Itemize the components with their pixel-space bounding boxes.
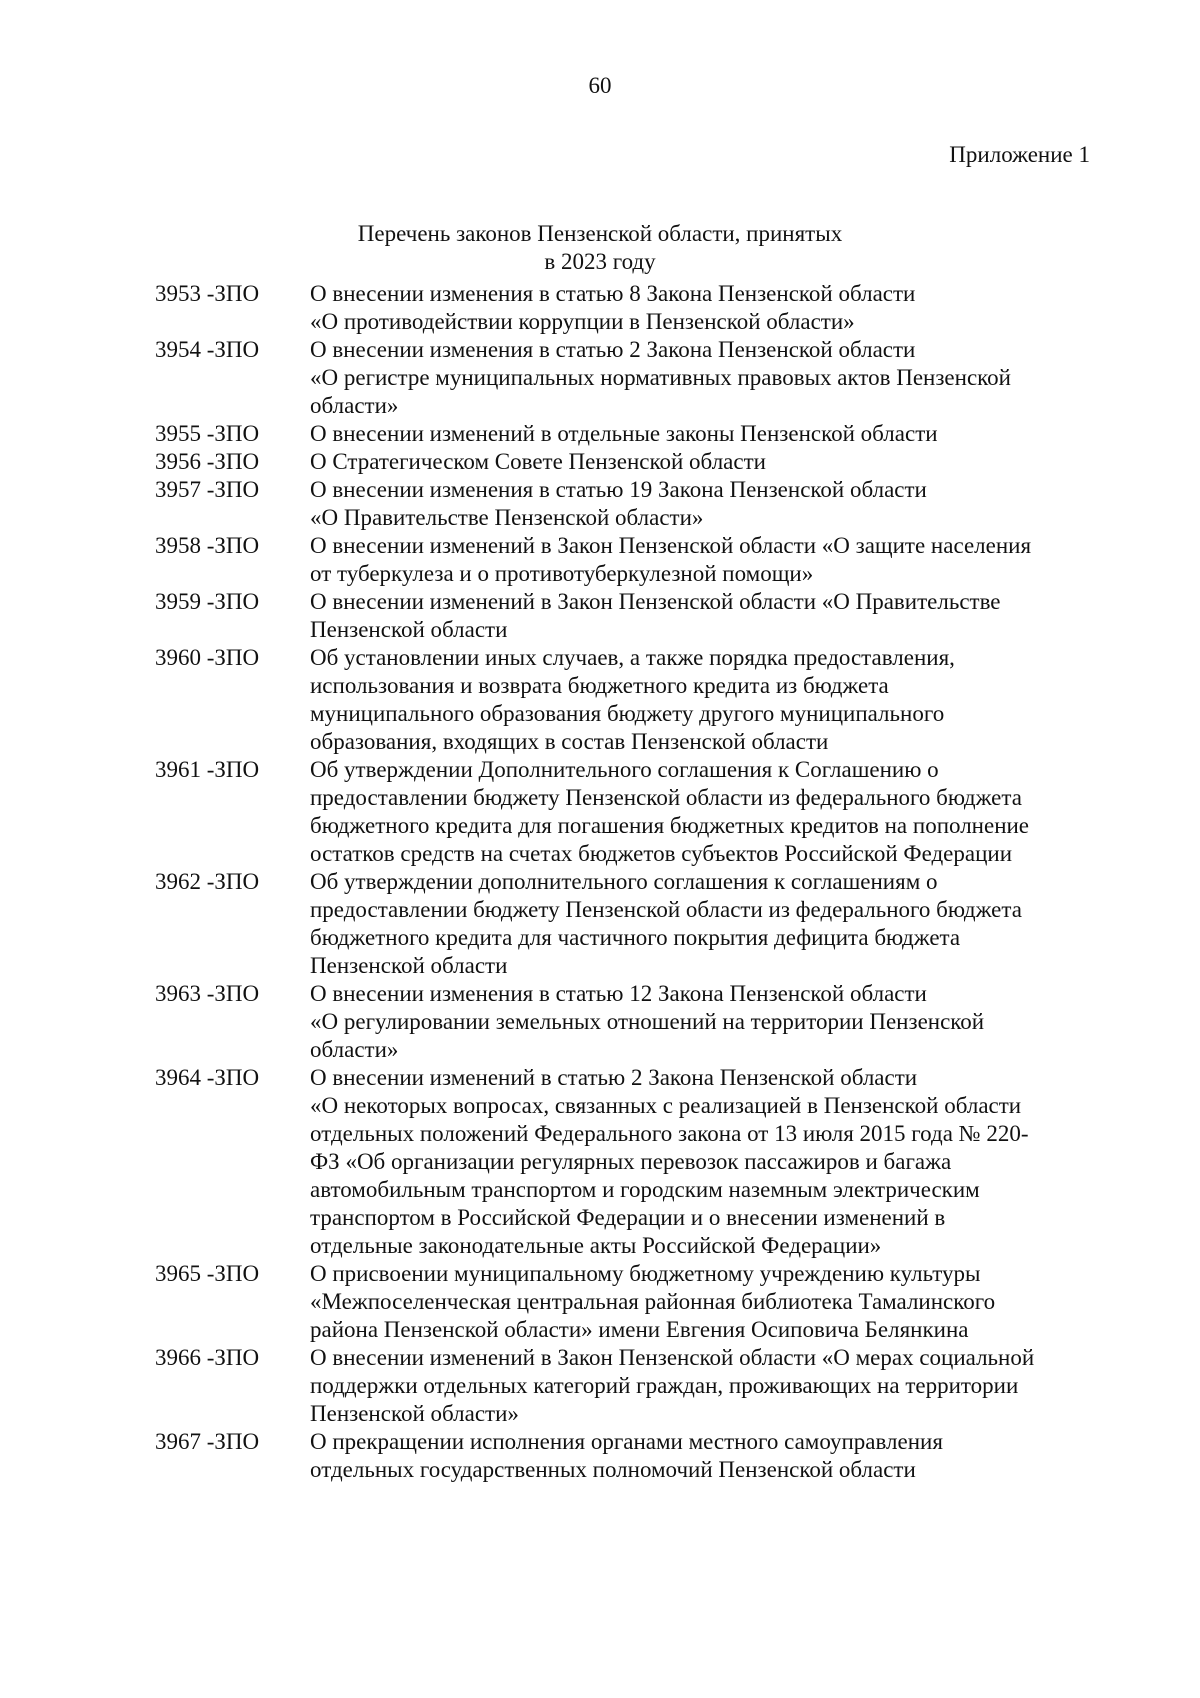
law-number: 3954 -ЗПО — [155, 337, 260, 362]
law-number: 3962 -ЗПО — [155, 869, 260, 894]
law-title: О внесении изменений в Закон Пензенской области «О защите населения от туберкулеза и о противотуберкулезной помощи» — [310, 533, 1032, 586]
page-number: 60 — [588, 73, 612, 98]
law-row — [155, 644, 1090, 756]
law-title: О внесении изменения в статью 2 Закона Пензенской области «О регистре муниципальных нормативных правовых актов Пензенской области» — [310, 337, 1011, 418]
law-number: 3955 -ЗПО — [155, 421, 260, 446]
law-row — [155, 1260, 1090, 1344]
law-number: 3963 -ЗПО — [155, 981, 260, 1006]
law-number: 3956 -ЗПО — [155, 449, 260, 474]
law-number: 3966 -ЗПО — [155, 1345, 260, 1370]
law-row — [155, 1428, 1090, 1484]
law-number: 3959 -ЗПО — [155, 589, 260, 614]
law-number: 3953 -ЗПО — [155, 281, 260, 306]
law-row — [155, 588, 1090, 644]
law-row — [155, 1064, 1090, 1260]
document-title-line-2: в 2023 году — [544, 249, 656, 274]
law-title: О Стратегическом Совете Пензенской области — [310, 449, 766, 474]
law-title: Об установлении иных случаев, а также порядка предоставления, использования и возврата бюджетного кредита из бюджета муниципального образования бюджету другого муниципального образования, входящих в состав Пензенской области — [310, 645, 955, 754]
document-title — [262, 220, 938, 276]
law-row — [155, 980, 1090, 1064]
law-row — [155, 868, 1090, 980]
law-title: О внесении изменений в отдельные законы Пензенской области — [310, 421, 938, 446]
law-title: О внесении изменений в Закон Пензенской области «О Правительстве Пензенской области — [310, 589, 1001, 642]
law-number: 3965 -ЗПО — [155, 1261, 260, 1286]
law-row — [155, 448, 1090, 476]
law-title: О присвоении муниципальному бюджетному учреждению культуры «Межпоселенческая центральная районная библиотека Тамалинского района Пензенской области» имени Евгения Осиповича Белянкина — [310, 1261, 996, 1342]
law-list — [155, 280, 1090, 1484]
law-row — [155, 476, 1090, 532]
law-title: Об утверждении дополнительного соглашения к соглашениям о предоставлении бюджету Пензенской области из федерального бюджета бюджетного кредита для частичного покрытия дефицита бюджета Пензенской области — [310, 869, 1022, 978]
law-title: О внесении изменения в статью 8 Закона Пензенской области «О противодействии коррупции в Пензенской области» — [310, 281, 916, 334]
appendix-label: Приложение 1 — [949, 142, 1090, 167]
law-number: 3960 -ЗПО — [155, 645, 260, 670]
law-title: О внесении изменений в Закон Пензенской области «О мерах социальной поддержки отдельных категорий граждан, проживающих на территории Пензенской области» — [310, 1345, 1035, 1426]
law-row — [155, 756, 1090, 868]
law-number: 3967 -ЗПО — [155, 1429, 260, 1454]
law-row — [155, 1344, 1090, 1428]
law-title: Об утверждении Дополнительного соглашения к Соглашению о предоставлении бюджету Пензенской области из федерального бюджета бюджетного кредита для погашения бюджетных кредитов на пополнение остатков средств на счетах бюджетов субъектов Российской Федерации — [310, 757, 1030, 866]
document-title-line-1: Перечень законов Пензенской области, принятых — [357, 221, 843, 246]
law-title: О прекращении исполнения органами местного самоуправления отдельных государственных полномочий Пензенской области — [310, 1429, 943, 1482]
law-title: О внесении изменения в статью 19 Закона Пензенской области «О Правительстве Пензенской области» — [310, 477, 927, 530]
law-number: 3957 -ЗПО — [155, 477, 260, 502]
law-number: 3961 -ЗПО — [155, 757, 260, 782]
law-number: 3964 -ЗПО — [155, 1065, 260, 1090]
law-title: О внесении изменений в статью 2 Закона Пензенской области «О некоторых вопросах, связанных с реализацией в Пензенской области отдельных положений Федерального закона от 13 июля 2015 года № 220- ФЗ «Об организации регулярных перевозок пассажиров и багажа автомобильным транспортом и городским наземным электрическим транспортом в Российской Федерации и о внесении изменений в отдельные законодательные акты Российской Федерации» — [310, 1065, 1029, 1258]
law-row — [155, 420, 1090, 448]
law-row — [155, 280, 1090, 336]
law-number: 3958 -ЗПО — [155, 533, 260, 558]
law-title: О внесении изменения в статью 12 Закона Пензенской области «О регулировании земельных отношений на территории Пензенской области» — [310, 981, 985, 1062]
law-row — [155, 336, 1090, 420]
law-row — [155, 532, 1090, 588]
